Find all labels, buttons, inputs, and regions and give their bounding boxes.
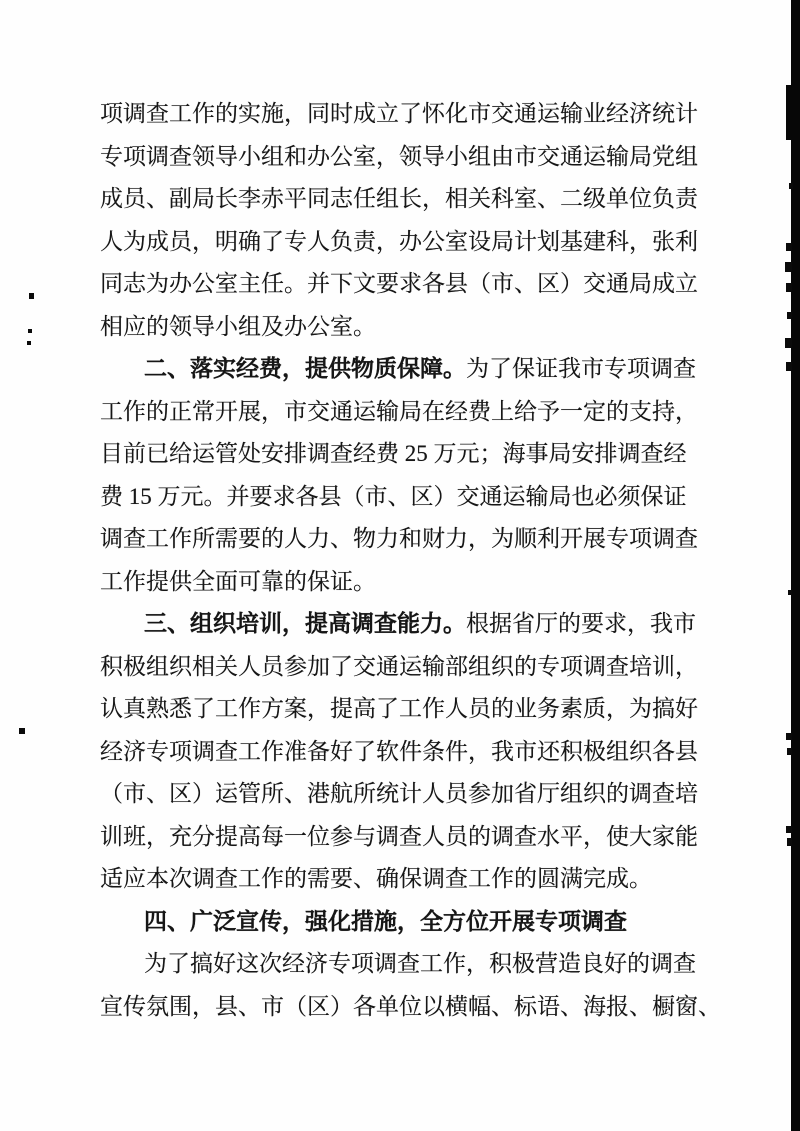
scan-speck [28, 329, 32, 333]
scan-mark [787, 312, 792, 319]
text-line: （市、区）运管所、港航所统计人员参加省厅组织的调查培 [100, 781, 698, 806]
text-line: 同志为办公室主任。并下文要求各县（市、区）交通局成立 [100, 271, 698, 296]
text-line: 适应本次调查工作的需要、确保调查工作的圆满完成。 [100, 866, 652, 891]
scan-binding-strip [791, 0, 800, 1131]
section-heading-line [100, 901, 704, 944]
text-line: 相应的领导小组及办公室。 [100, 313, 376, 339]
scan-mark [786, 826, 792, 833]
line-text: 为了保证我市专项调查 [466, 356, 696, 381]
section-3-heading: 三、组织培训，提高调查能力。 [144, 611, 466, 636]
section-2-heading: 二、落实经费，提供物质保障。 [144, 356, 466, 381]
scan-mark [785, 338, 792, 348]
scan-mark [786, 362, 792, 371]
scan-mark [787, 838, 792, 846]
text-line: 费 15 万元。并要求各县（市、区）交通运输局也必须保证 [100, 483, 687, 509]
section-4-heading: 四、广泛宣传，强化措施，全方位开展专项调查 [144, 908, 627, 934]
text-line: 成员、副局长李赤平同志任组长，相关科室、二级单位负责 [100, 186, 698, 211]
scan-binding-strip-blob [786, 85, 800, 140]
scan-mark [786, 283, 792, 292]
section-heading-line [100, 603, 704, 646]
text-line: 训班，充分提高每一位参与调查人员的调查水平，使大家能 [100, 823, 698, 849]
scan-speck [27, 341, 31, 345]
text-line: 宣传氛围，县、市（区）各单位以横幅、标语、海报、橱窗、 [100, 993, 721, 1019]
text-line: 工作提供全面可靠的保证。 [100, 568, 376, 594]
scan-speck [29, 293, 34, 299]
text-line: 人为成员，明确了专人负责，办公室设局计划基建科，张利 [100, 228, 698, 254]
scan-mark [785, 262, 792, 272]
line-text: 根据省厅的要求，我市 [466, 611, 696, 636]
document-text-block [100, 93, 721, 1028]
text-line: 经济专项调查工作准备好了软件条件，我市还积极组织各县 [100, 738, 698, 764]
scan-mark [786, 243, 792, 251]
section-heading-line [100, 348, 704, 391]
text-line: 项调查工作的实施，同时成立了怀化市交通运输业经济统计 [100, 101, 698, 126]
text-line: 为了搞好这次经济专项调查工作，积极营造良好的调查 [144, 951, 696, 976]
text-line: 工作的正常开展，市交通运输局在经费上给予一定的支持， [100, 398, 698, 424]
text-line: 认真熟悉了工作方案，提高了工作人员的业务素质，为搞好 [100, 696, 698, 721]
scan-speck [19, 728, 25, 734]
text-line: 专项调查领导小组和办公室，领导小组由市交通运输局党组 [100, 143, 698, 169]
scan-mark [788, 590, 792, 595]
text-line: 积极组织相关人员参加了交通运输部组织的专项调查培训， [100, 653, 698, 679]
scan-mark [789, 183, 793, 189]
text-line: 调查工作所需要的人力、物力和财力，为顺利开展专项调查 [100, 526, 698, 551]
text-line: 目前已给运管处安排调查经费 25 万元；海事局安排调查经 [100, 441, 687, 466]
scan-mark [787, 748, 792, 755]
scan-mark [786, 733, 792, 740]
